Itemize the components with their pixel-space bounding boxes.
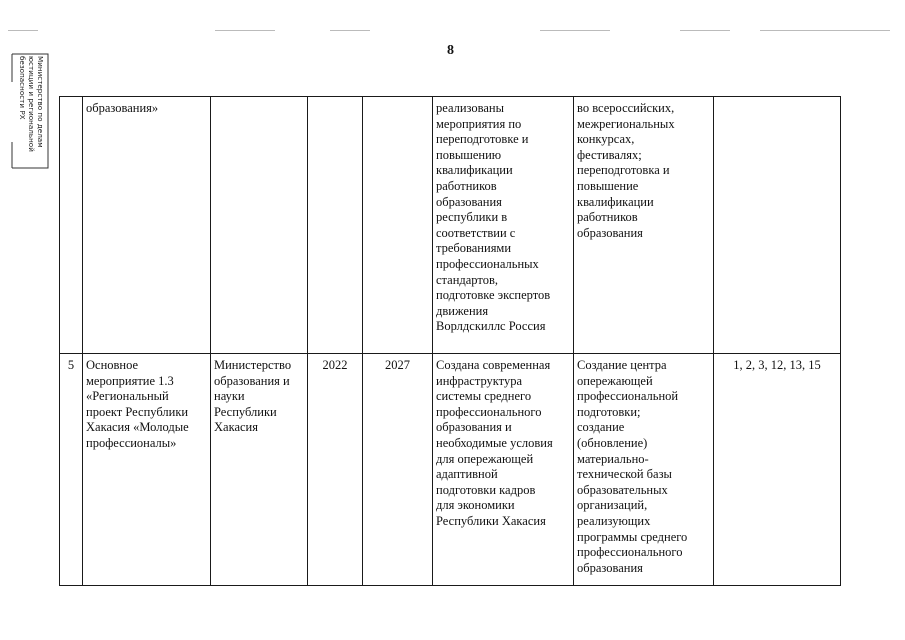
start-year-cell <box>308 97 363 354</box>
stamp-line-2: юстиции и региональной <box>27 56 36 152</box>
indicators-cell <box>714 97 841 354</box>
activity-name-cell: образования» <box>83 97 211 354</box>
row-number-cell: 5 <box>60 354 83 586</box>
executor-cell: Министерство образования и науки Республики Хакасия <box>211 354 308 586</box>
program-activities-table <box>59 96 841 586</box>
scan-artifact-line <box>0 30 905 38</box>
end-year-cell <box>363 97 433 354</box>
end-year-cell: 2027 <box>363 354 433 586</box>
registration-stamp <box>8 52 50 170</box>
activity-name-cell: Основное мероприятие 1.3 «Региональный проект Республики Хакасия «Молодые профессионалы» <box>83 354 211 586</box>
indicators-cell: 1, 2, 3, 12, 13, 15 <box>714 354 841 586</box>
stamp-line-3: безопасности РХ <box>18 56 27 120</box>
start-year-cell: 2022 <box>308 354 363 586</box>
expected-result-cell: Создана современная инфраструктура системы среднего профессионального образования и необходимые условия для опережающей адаптивной подготовки кадров для экономики Республики Хакасия <box>433 354 574 586</box>
table-row <box>60 97 841 354</box>
row-number-cell <box>60 97 83 354</box>
expected-result-cell: реализованы мероприятия по переподготовке и повышению квалификации работников образования республики в соответствии с требованиями профессиональных стандартов, подготовке экспертов движения Ворлдскиллс Россия <box>433 97 574 354</box>
executor-cell <box>211 97 308 354</box>
table-row <box>60 354 841 586</box>
main-directions-cell: Создание центра опережающей профессиональной подготовки; создание (обновление) материально- технической базы образовательных организаций, реализующих программы среднего профессионального образования <box>574 354 714 586</box>
stamp-line-1: Министерство по делам <box>36 56 45 148</box>
page-number: 8 <box>447 43 454 58</box>
main-directions-cell: во всероссийских, межрегиональных конкурсах, фестивалях; переподготовка и повышение квалификации работников образования <box>574 97 714 354</box>
